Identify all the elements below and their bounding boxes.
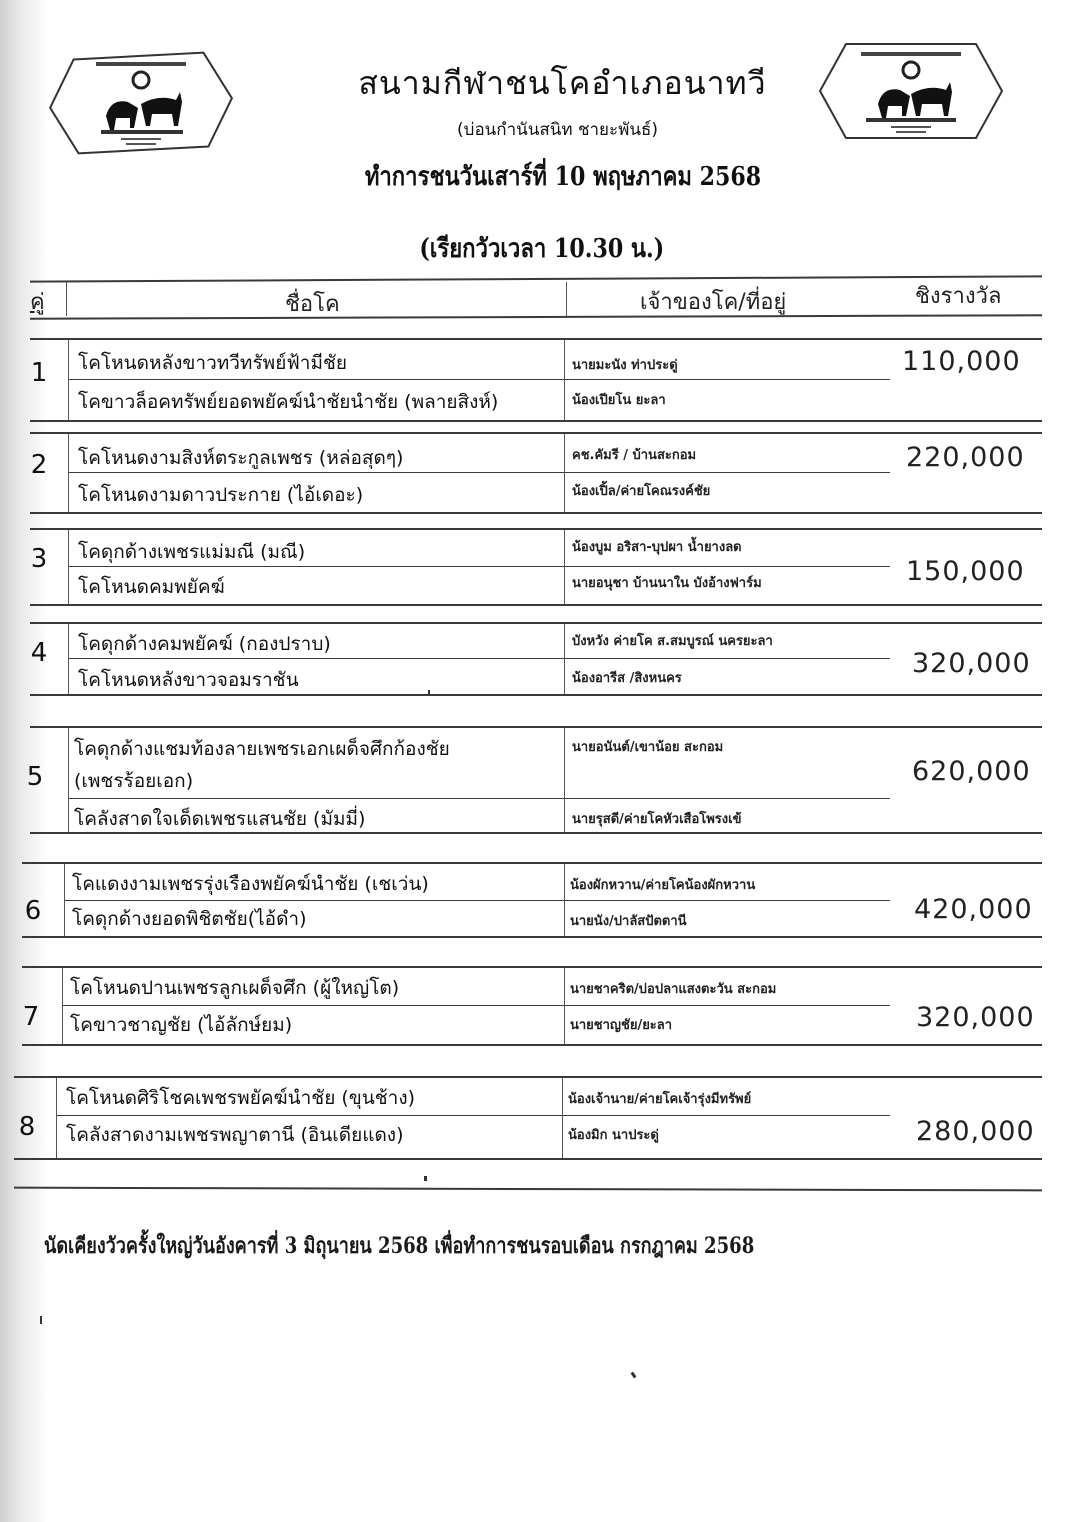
- match-bottom-rule: [30, 420, 1042, 422]
- column-divider: [564, 340, 565, 420]
- cow-name: โคโหนดหลังขาวทวีทรัพย์ฟ้ามีชัย: [78, 352, 347, 374]
- cow-name: โคโหนดคมพยัคฆ์: [78, 576, 225, 598]
- column-header-owner: เจ้าของโค/ที่อยู่: [640, 290, 787, 315]
- owner: น้องมิก นาประดู่: [568, 1128, 659, 1143]
- prize-amount: 320,000: [916, 1002, 1035, 1033]
- column-divider: [564, 728, 565, 832]
- match-bottom-rule: [22, 936, 1042, 938]
- call-time: (เรียกวัวเวลา 10.30 น.): [419, 234, 665, 264]
- cow-name: โคดุกด้างแชมท้องลายเพชรเอกเผด็จศึกก้องชัย: [74, 738, 450, 760]
- scan-speck: [428, 690, 430, 696]
- column-divider: [68, 624, 69, 694]
- column-divider: [62, 968, 63, 1044]
- cow-name: โคลังสาดงามเพชรพญาตานี (อินเดียแดง): [66, 1124, 404, 1146]
- cow-name: โคดุกด้างยอดพิชิตชัย(ไอ้ดำ): [72, 908, 307, 930]
- owner: บังหวัง ค่ายโค ส.สมบูรณ์ นครยะลา: [572, 634, 773, 649]
- prize-amount: 620,000: [912, 756, 1031, 787]
- scan-edge-shadow: [0, 0, 48, 1522]
- pair-number: 1: [30, 358, 48, 388]
- header-divider: [566, 282, 567, 316]
- column-divider: [564, 624, 565, 694]
- cow-name-continued: (เพชรร้อยเอก): [74, 770, 194, 792]
- match-bottom-rule: [30, 512, 1042, 514]
- owner: น้องเปิ้ล/ค่ายโคณรงค์ชัย: [572, 484, 711, 499]
- table-end-rule: [14, 1187, 1042, 1192]
- column-divider: [562, 1078, 563, 1158]
- pair-number: 5: [26, 762, 44, 792]
- cow-name: โคโหนดศิริโชคเพชรพยัคฆ์นำชัย (ขุนช้าง): [66, 1087, 416, 1109]
- pair-number: 6: [24, 896, 42, 926]
- cow-name: โคดุกด้างเพชรแม่มณี (มณี): [78, 541, 306, 563]
- cow-name: โคดุกด้างคมพยัคฆ์ (กองปราบ): [78, 633, 331, 655]
- owner: น้องผักหวาน/ค่ายโคน้องผักหวาน: [570, 878, 756, 893]
- prize-amount: 220,000: [906, 442, 1025, 473]
- owner: น้องบูม อริสา-บุปผา น้ำยางลด: [572, 540, 742, 555]
- column-divider: [68, 340, 69, 420]
- column-divider: [64, 864, 65, 936]
- column-header-pair: คู่: [30, 290, 45, 315]
- owner: นายชาญชัย/ยะลา: [570, 1018, 673, 1033]
- scan-speck: [631, 1372, 637, 1379]
- owner: นายชาคริต/บ่อปลาแสงตะวัน สะกอม: [570, 982, 777, 997]
- owner: นายอนุชา บ้านนาใน บังอ้างฟาร์ม: [572, 576, 762, 591]
- prize-amount: 280,000: [916, 1116, 1035, 1147]
- owner: นายนัง/ปาลัสปัตตานี: [570, 914, 687, 929]
- row-divider: [68, 379, 890, 380]
- match-top-rule: [30, 432, 1042, 434]
- page-subtitle: (บ่อนกำนันสนิท ชายะพันธ์): [457, 120, 658, 140]
- prize-amount: 110,000: [902, 346, 1021, 377]
- cow-name: โคโหนดงามดาวประกาย (ไอ้เดอะ): [78, 484, 364, 506]
- cow-name: โคลังสาดใจเด็ดเพชรแสนชัย (มัมมี่): [74, 808, 366, 830]
- cow-name: โคโหนดหลังขาวจอมราชัน: [78, 669, 299, 691]
- next-event-note: นัดเคียงวัวครั้งใหญ่วันอังคารที่ 3 มิถุนายน 2568 เพื่อทำการชนรอบเดือน กรกฎาคม 2568: [44, 1233, 755, 1259]
- scan-speck: [424, 1176, 427, 1181]
- owner: คช.คัมรี / บ้านสะกอม: [572, 448, 697, 463]
- row-divider: [68, 798, 890, 799]
- owner: นายรุสดี/ค่ายโคหัวเสือโพรงเข้: [572, 812, 742, 827]
- match-bottom-rule: [14, 1158, 1042, 1160]
- match-top-rule: [30, 338, 1042, 340]
- column-divider: [68, 434, 69, 512]
- owner: น้องอารีส /สิงหนคร: [572, 671, 682, 686]
- prize-amount: 320,000: [912, 648, 1031, 679]
- owner: น้องเจ้านาย/ค่ายโคเจ้ารุ่งมีทรัพย์: [568, 1092, 752, 1107]
- column-divider: [564, 434, 565, 512]
- match-top-rule: [30, 622, 1042, 624]
- match-top-rule: [30, 528, 1042, 530]
- match-bottom-rule: [30, 604, 1042, 606]
- cow-name: โคขาวล็อคทรัพย์ยอดพยัคฆ์นำชัยนำชัย (พลายสิงห์): [78, 391, 499, 413]
- column-divider: [68, 530, 69, 604]
- cow-name: โคโหนดปานเพชรลูกเผด็จศึก (ผู้ใหญ่โต): [70, 977, 400, 999]
- column-divider: [564, 864, 565, 936]
- row-divider: [56, 1115, 890, 1116]
- column-divider: [564, 968, 565, 1044]
- match-top-rule: [22, 966, 1042, 968]
- prize-amount: 420,000: [914, 894, 1033, 925]
- column-divider: [68, 728, 69, 832]
- cow-name: โคแดงงามเพชรรุ่งเรืองพยัคฆ์นำชัย (เชเว่น): [72, 873, 429, 895]
- pair-number: 2: [30, 450, 48, 480]
- pair-number: 4: [30, 638, 48, 668]
- column-header-prize: ชิงรางวัล: [915, 284, 1002, 309]
- page-title: สนามกีฬาชนโคอำเภอนาทวี: [358, 64, 767, 102]
- owner: นายมะนัง ท่าประดู่: [572, 358, 678, 373]
- match-top-rule: [22, 862, 1042, 864]
- match-bottom-rule: [22, 1044, 1042, 1046]
- cow-name: โคโหนดงามสิงห์ตระกูลเพชร (หล่อสุดๆ): [78, 447, 404, 469]
- column-divider: [56, 1078, 57, 1158]
- match-top-rule: [30, 726, 1042, 728]
- prize-amount: 150,000: [906, 556, 1025, 587]
- owner: นายอนันต์/เขาน้อย สะกอม: [572, 740, 724, 755]
- event-date: ทำการชนวันเสาร์ที่ 10 พฤษภาคม 2568: [364, 162, 762, 192]
- header-bottom-rule: [30, 314, 1042, 320]
- pair-number: 7: [22, 1002, 40, 1032]
- column-header-cow-name: ชื่อโค: [285, 292, 340, 317]
- row-divider: [62, 1005, 890, 1006]
- row-divider: [64, 900, 890, 901]
- cow-name: โคขาวชาญชัย (ไอ้ลักษ์ยม): [70, 1014, 293, 1036]
- match-top-rule: [14, 1076, 1042, 1078]
- scan-speck: [40, 1316, 42, 1324]
- pair-number: 8: [18, 1112, 36, 1142]
- table-top-rule: [30, 275, 1042, 282]
- owner: น้องเปียโน ยะลา: [572, 393, 666, 408]
- column-divider: [564, 530, 565, 604]
- header-divider: [66, 282, 67, 316]
- pair-number: 3: [30, 544, 48, 574]
